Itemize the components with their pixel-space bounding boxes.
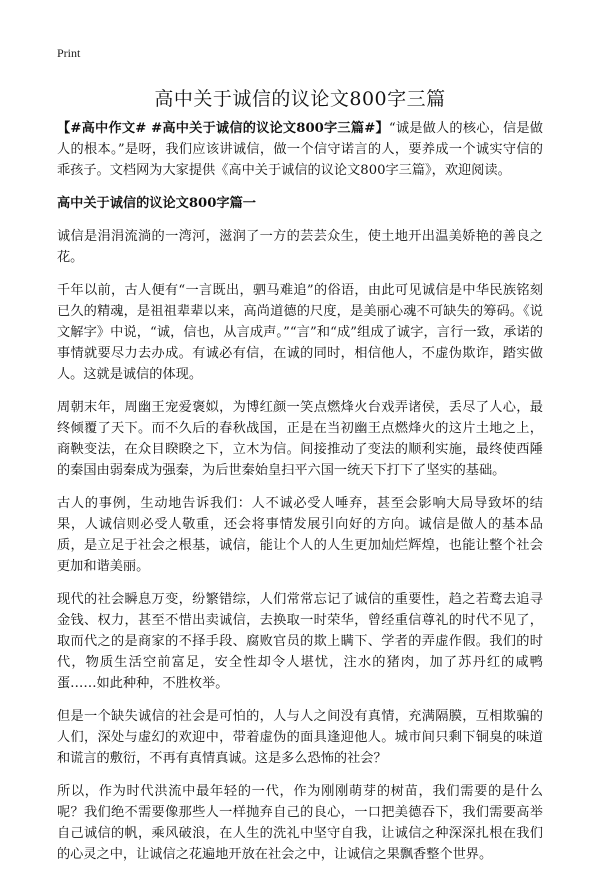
body-paragraph-6: 但是一个缺失诚信的社会是可怕的，人与人之间没有真情，充满隔膜，互相欺骗的人们，深处与虚幻的欢迎中，带着虚伪的面具逢迎他人。城市间只剩下铜臭的味道和谎言的敷衍，不再有真情真诚。这是多么恐怖的社会？ xyxy=(57,709,543,766)
intro-tag: 【#高中作文# #高中关于诚信的议论文800字三篇#】 xyxy=(57,121,389,136)
body-paragraph-7: 所以，作为时代洪流中最年轻的一代，作为刚刚萌芽的树苗，我们需要的是什么呢？我们绝不需要像那些人一样抛弃自己的良心，一口把美德吞下，我们需要高举自己诚信的帆，乘风破浪，在人生的洗礼中坚守自我，让诚信之种深深扎根在我们的心灵之中，让诚信之花遍地开放在社会之中，让诚信之果飘香整个世界。 xyxy=(57,784,543,862)
body-paragraph-3: 周朝末年，周幽王宠爱褒姒，为博红颜一笑点燃烽火台戏弄诸侯，丢尽了人心，最终倾覆了天下。而不久后的春秋战国，正是在当初幽王点燃烽火的这片土地之上，商鞅变法，在众目睽睽之下，立木为信。间接推动了变法的顺利实施，最终使西陲的秦国由弱秦成为强秦，为后世秦始皇扫平六国一统天下打下了坚实的基础。 xyxy=(57,400,543,478)
intro-paragraph xyxy=(57,118,543,181)
body-paragraph-1: 诚信是涓涓流淌的一湾河，滋润了一方的芸芸众生，使土地开出温美娇艳的善良之花。 xyxy=(57,229,543,265)
intro-text: “诚是做人的核心，信是做人的根本。”是呀，我们应该讲诚信，做一个信守诺言的人，要养成一个诚实守信的乖孩子。文档网为大家提供《高中关于诚信的议论文800字三篇》，欢迎阅读。 xyxy=(57,121,543,178)
article-title: 高中关于诚信的议论文800字三篇 xyxy=(154,88,446,110)
body-paragraph-2: 千年以前，古人便有“一言既出，驷马难追”的俗语，由此可见诚信是中华民族铭刻已久的精魂，是祖祖辈辈以来，高尚道德的尺度，是美丽心魂不可缺失的筹码。《说文解字》中说，“诚，信也，从言成声。”“言”和“成”组成了诚字，言行一致，承诺的事情就要尽力去办成。有诚必有信，在诚的同时，相信他人，不虚伪欺诈，踏实做人。这就是诚信的体现。 xyxy=(57,283,543,382)
body-paragraph-4: 古人的事例，生动地告诉我们：人不诚必受人唾弃，甚至会影响大局导致坏的结果，人诚信则必受人敬重，还会将事情发展引向好的方向。诚信是做人的基本品质，是立足于社会之根基，诚信，能让个人的人生更加灿烂辉煌，也能让整个社会更加和谐美丽。 xyxy=(57,496,543,574)
body-paragraph-5: 现代的社会瞬息万变，纷繁错综，人们常常忘记了诚信的重要性，趋之若鹜去追寻金钱、权力，甚至不惜出卖诚信，去换取一时荣华，曾经重信尊礼的时代不见了，取而代之的是商家的不择手段、腐败官员的欺上瞒下、学者的弄虚作假。我们的时代，物质生活空前富足，安全性却令人堪忧，注水的猪肉，加了苏丹红的咸鸭蛋……如此种种，不胜枚举。 xyxy=(57,592,543,691)
section-heading: 高中关于诚信的议论文800字篇一 xyxy=(57,196,256,211)
print-link[interactable]: Print xyxy=(57,46,81,60)
article-body xyxy=(57,118,543,877)
